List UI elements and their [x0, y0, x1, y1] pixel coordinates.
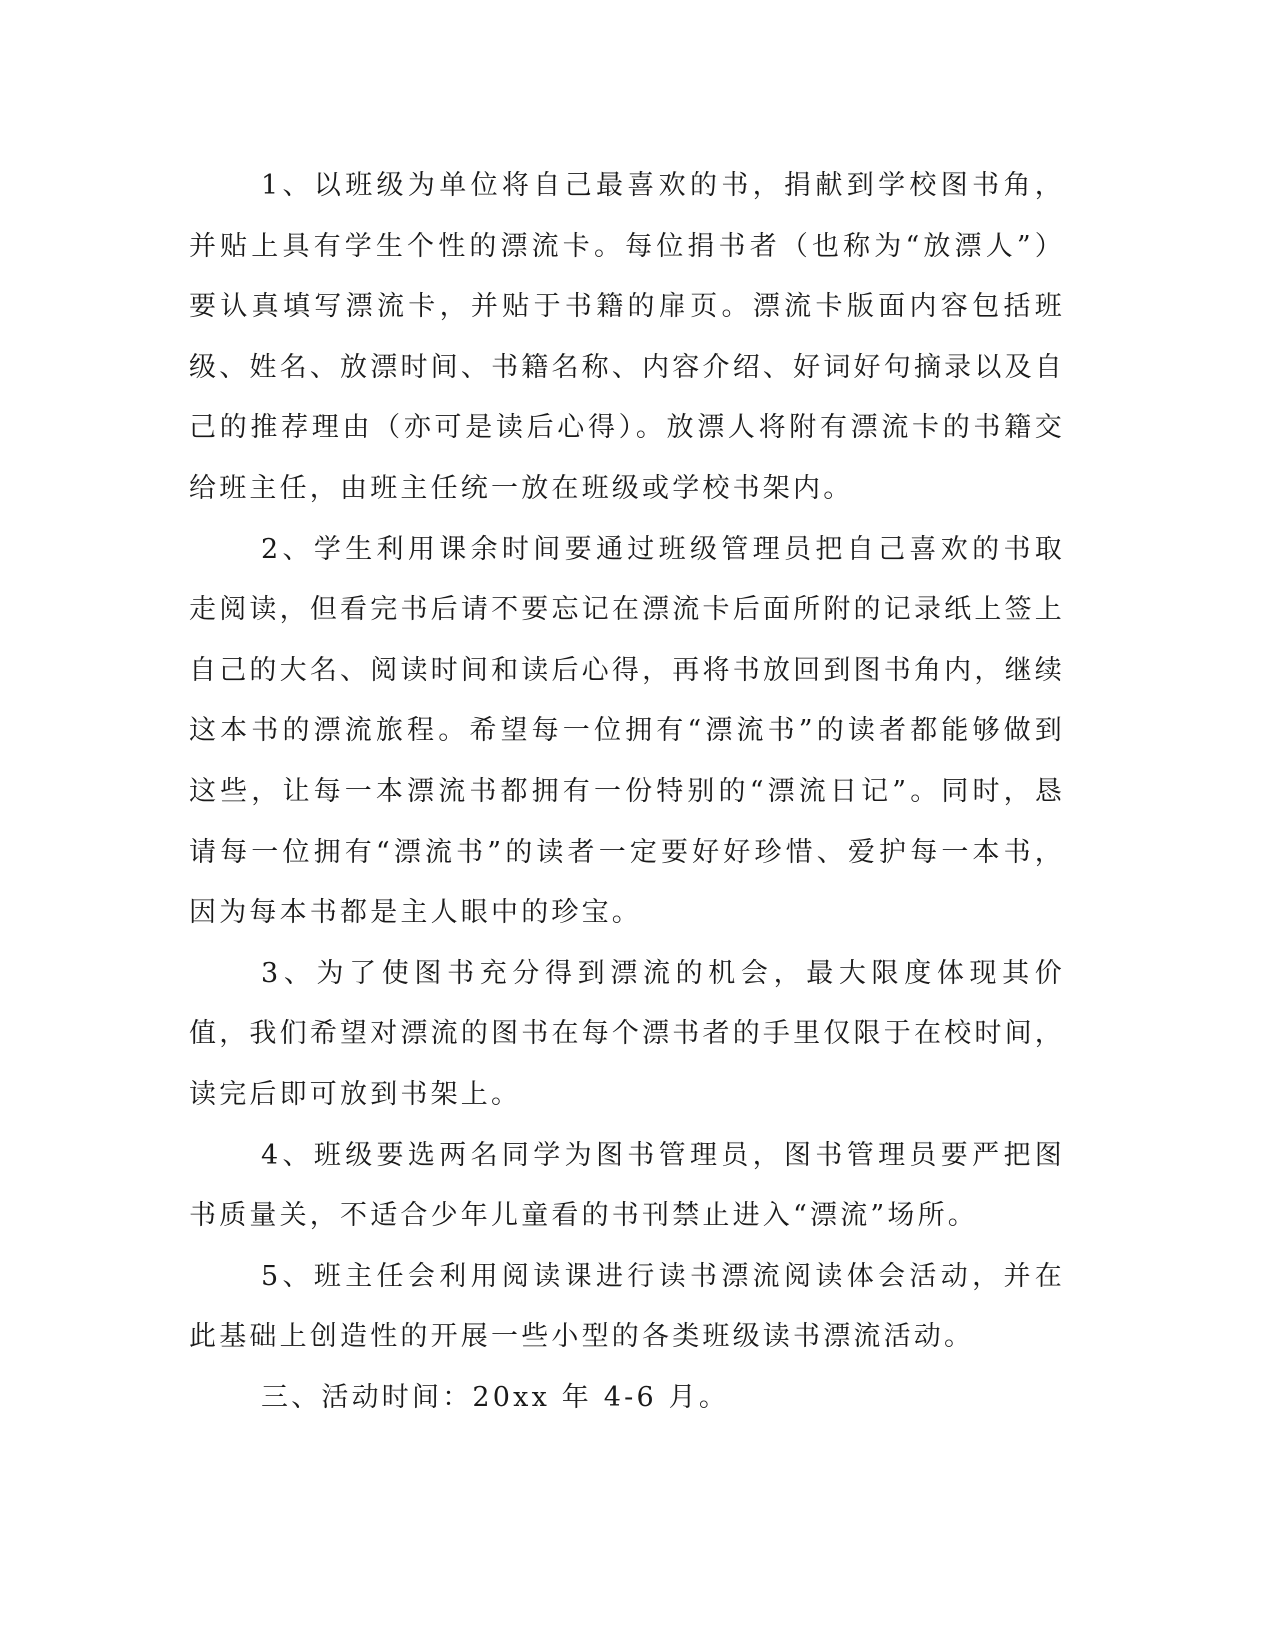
activity-time-heading: 三、活动时间：20xx 年 4-6 月。: [261, 1381, 730, 1413]
paragraph-item-2: 2、学生利用课余时间要通过班级管理员把自己喜欢的书取走阅读，但看完书后请不要忘记在漂流卡后面所附的记录纸上签上自己的大名、阅读时间和读后心得，再将书放回到图书角内，继续这本书的漂流旅程。希望每一位拥有“漂流书”的读者都能够做到这些，让每一本漂流书都拥有一份特别的“漂流日记”。同时，恳请每一位拥有“漂流书”的读者一定要好好珍惜、爱护每一本书，因为每本书都是主人眼中的珍宝。: [189, 533, 1065, 929]
paragraph-item-3: 3、为了使图书充分得到漂流的机会，最大限度体现其价值，我们希望对漂流的图书在每个漂书者的手里仅限于在校时间，读完后即可放到书架上。: [189, 957, 1065, 1110]
paragraph-item-4: 4、班级要选两名同学为图书管理员，图书管理员要严把图书质量关，不适合少年儿童看的书刊禁止进入“漂流”场所。: [189, 1139, 1065, 1232]
paragraph-item-5: 5、班主任会利用阅读课进行读书漂流阅读体会活动，并在此基础上创造性的开展一些小型的各类班级读书漂流活动。: [189, 1260, 1065, 1353]
document-body: [189, 156, 1065, 1428]
paragraph-item-1: 1、以班级为单位将自己最喜欢的书，捐献到学校图书角，并贴上具有学生个性的漂流卡。每位捐书者（也称为“放漂人”）要认真填写漂流卡，并贴于书籍的扉页。漂流卡版面内容包括班级、姓名、放漂时间、书籍名称、内容介绍、好词好句摘录以及自己的推荐理由（亦可是读后心得）。放漂人将附有漂流卡的书籍交给班主任，由班主任统一放在班级或学校书架内。: [189, 170, 1065, 504]
